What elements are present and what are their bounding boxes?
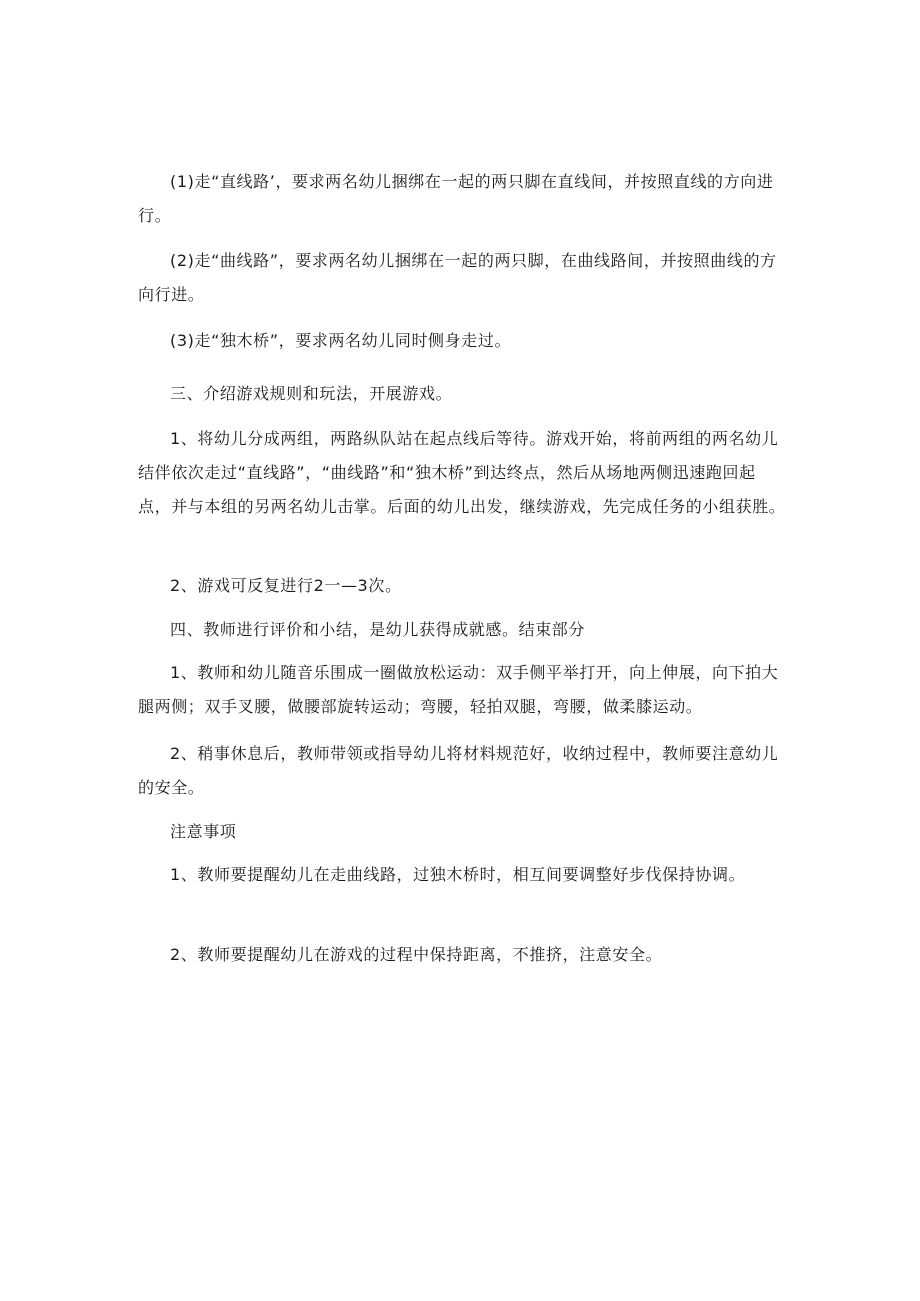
ending-2-paragraph: 2、稍事休息后，教师带领或指导幼儿将材料规范好，收纳过程中，教师要注意幼儿的安全。: [138, 744, 779, 797]
notes-heading: 注意事项: [170, 822, 237, 841]
note-2-paragraph: 2、教师要提醒幼儿在游戏的过程中保持距离，不推挤，注意安全。: [170, 945, 663, 964]
rule-2-paragraph: 2、游戏可反复进行2一—3次。: [170, 576, 402, 595]
section-4-heading: 四、教师进行评价和小结，是幼儿获得成就感。结束部分: [170, 620, 586, 639]
ending-1-paragraph: 1、教师和幼儿随音乐围成一圈做放松运动：双手侧平举打开，向上伸展，向下拍大腿两侧；双手叉腰，做腰部旋转运动；弯腰，轻拍双腿，弯腰，做柔膝运动。: [138, 663, 779, 716]
step-1-straight-path: (1)走“直线路’，要求两名幼儿捆绑在一起的两只脚在直线间，并按照直线的方向进行。: [138, 172, 774, 225]
section-3-heading: 三、介绍游戏规则和玩法，开展游戏。: [170, 384, 453, 403]
step-3-balance-beam: (3)走“独木桥”，要求两名幼儿同时侧身走过。: [170, 331, 512, 350]
step-2-curved-path: (2)走“曲线路”，要求两名幼儿捆绑在一起的两只脚，在曲线路间，并按照曲线的方向行进。: [138, 251, 777, 304]
rule-1-paragraph: 1、将幼儿分成两组，两路纵队站在起点线后等待。游戏开始，将前两组的两名幼儿结伴依次走过“直线路”，“曲线路”和“独木桥”到达终点，然后从场地两侧迅速跑回起点，并与本组的另两名幼儿击掌。后面的幼儿出发，继续游戏，先完成任务的小组获胜。: [138, 429, 786, 516]
note-1-paragraph: 1、教师要提醒幼儿在走曲线路，过独木桥时，相互间要调整好步伐保持协调。: [170, 865, 746, 884]
